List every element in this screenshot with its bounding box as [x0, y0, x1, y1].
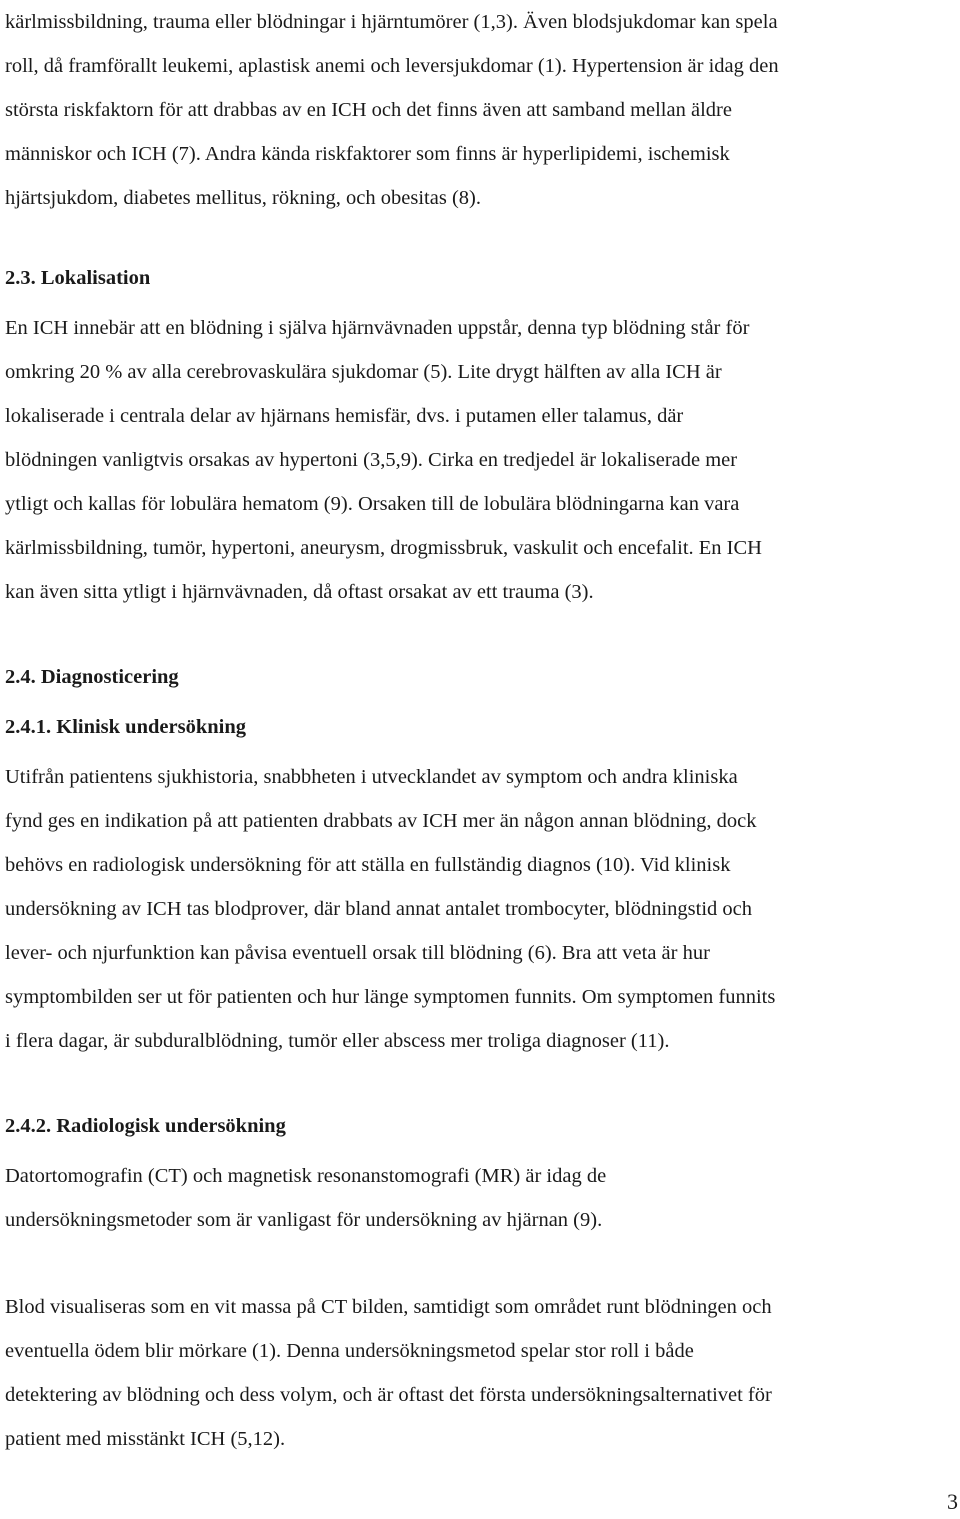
klinisk-line: i flera dagar, är subduralblödning, tumör eller abscess mer troliga diagnoser (11). — [5, 1030, 670, 1052]
klinisk-line: symptombilden ser ut för patienten och hur länge symptomen funnits. Om symptomen funnits — [5, 986, 776, 1008]
lokalisation-paragraph — [5, 306, 762, 614]
intro-paragraph — [5, 0, 779, 220]
intro-line: kärlmissbildning, trauma eller blödningar i hjärntumörer (1,3). Även blodsjukdomar kan spela — [5, 11, 778, 33]
intro-line: största riskfaktorn för att drabbas av en ICH och det finns även att samband mellan äldre — [5, 99, 732, 121]
radiologisk-line: patient med misstänkt ICH (5,12). — [5, 1428, 286, 1450]
subsection-heading-klinisk-undersokning: 2.4.1. Klinisk undersökning — [5, 716, 246, 738]
lokalisation-line: En ICH innebär att en blödning i själva hjärnvävnaden uppstår, denna typ blödning står för — [5, 317, 750, 339]
intro-line: hjärtsjukdom, diabetes mellitus, rökning, och obesitas (8). — [5, 187, 481, 209]
lokalisation-line: kärlmissbildning, tumör, hypertoni, aneurysm, drogmissbruk, vaskulit och encefalit. En ICH — [5, 537, 762, 559]
intro-line: människor och ICH (7). Andra kända riskfaktorer som finns är hyperlipidemi, ischemisk — [5, 143, 730, 165]
klinisk-line: Utifrån patientens sjukhistoria, snabbheten i utvecklandet av symptom och andra kliniska — [5, 766, 738, 788]
lokalisation-line: omkring 20 % av alla cerebrovaskulära sjukdomar (5). Lite drygt hälften av alla ICH är — [5, 361, 722, 383]
klinisk-line: lever- och njurfunktion kan påvisa eventuell orsak till blödning (6). Bra att veta är hur — [5, 942, 710, 964]
lokalisation-line: lokaliserade i centrala delar av hjärnans hemisfär, dvs. i putamen eller talamus, där — [5, 405, 684, 427]
radiologisk-line: Blod visualiseras som en vit massa på CT bilden, samtidigt som området runt blödningen och — [5, 1296, 772, 1318]
lokalisation-line: ytligt och kallas för lobulära hematom (9). Orsaken till de lobulära blödningarna kan vara — [5, 493, 740, 515]
radiologisk-line: detektering av blödning och dess volym, och är oftast det första undersökningsalternativet för — [5, 1384, 772, 1406]
intro-line: roll, då framförallt leukemi, aplastisk anemi och leversjukdomar (1). Hypertension är idag den — [5, 55, 779, 77]
klinisk-line: behövs en radiologisk undersökning för att ställa en fullständig diagnos (10). Vid klinisk — [5, 854, 731, 876]
radiologisk-line: eventuella ödem blir mörkare (1). Denna undersökningsmetod spelar stor roll i både — [5, 1340, 694, 1362]
radiologisk-paragraph-1 — [5, 1154, 606, 1242]
klinisk-line: fynd ges en indikation på att patienten drabbats av ICH mer än någon annan blödning, dock — [5, 810, 757, 832]
page-number: 3 — [947, 1489, 958, 1514]
lokalisation-line: kan även sitta ytligt i hjärnvävnaden, då oftast orsakat av ett trauma (3). — [5, 581, 594, 603]
section-heading-diagnosticering: 2.4. Diagnosticering — [5, 666, 179, 688]
radiologisk-line: undersökningsmetoder som är vanligast för undersökning av hjärnan (9). — [5, 1209, 603, 1231]
radiologisk-paragraph-2 — [5, 1285, 772, 1461]
lokalisation-line: blödningen vanligtvis orsakas av hypertoni (3,5,9). Cirka en tredjedel är lokaliserade mer — [5, 449, 738, 471]
subsection-heading-radiologisk-undersokning: 2.4.2. Radiologisk undersökning — [5, 1115, 286, 1137]
section-heading-lokalisation: 2.3. Lokalisation — [5, 267, 151, 289]
radiologisk-line: Datortomografin (CT) och magnetisk resonanstomografi (MR) är idag de — [5, 1165, 607, 1187]
klinisk-undersokning-paragraph — [5, 755, 775, 1063]
klinisk-line: undersökning av ICH tas blodprover, där bland annat antalet trombocyter, blödningstid och — [5, 898, 752, 920]
